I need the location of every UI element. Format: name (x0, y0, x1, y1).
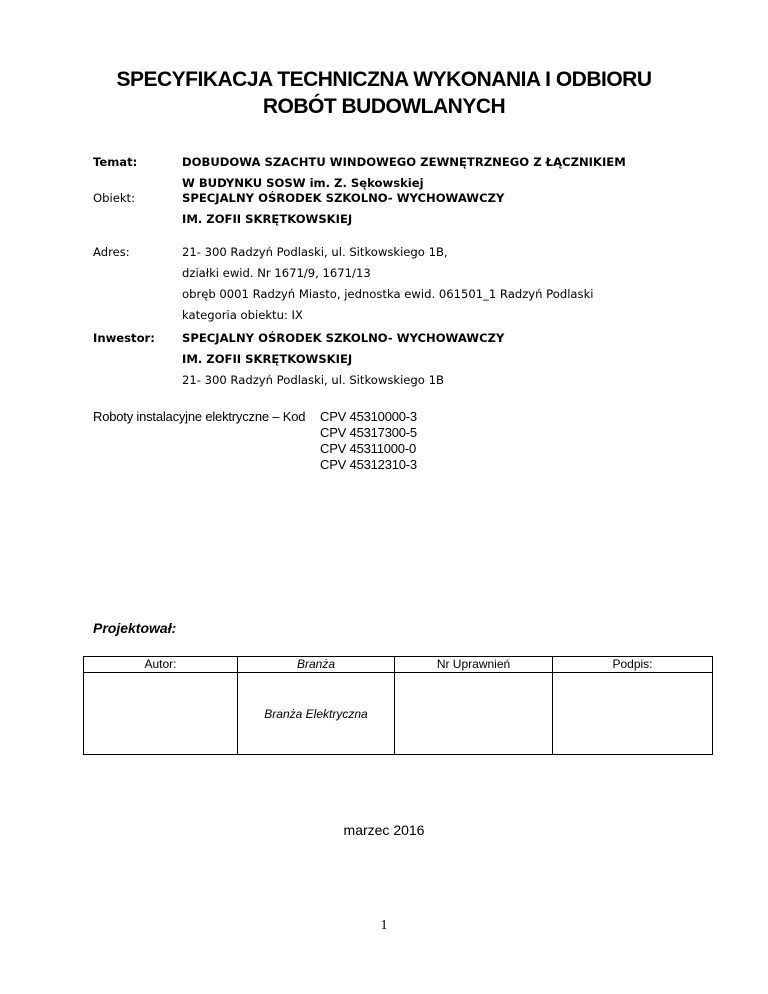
temat-line-1: DOBUDOWA SZACHTU WINDOWEGO ZEWNĘTRZNEGO Z ŁĄCZNIKIEM (182, 155, 626, 169)
signature-table (83, 656, 713, 755)
table-header-row (84, 657, 713, 673)
document-date: marzec 2016 (343, 822, 425, 838)
obiekt-label: Obiekt: (93, 191, 136, 205)
header-branza: Branża (238, 657, 395, 673)
inwestor-value (182, 328, 504, 391)
cell-nr-uprawnien (395, 673, 553, 755)
adres-line-2: działki ewid. Nr 1671/9, 1671/13 (182, 266, 371, 280)
cpv-code-list (320, 409, 417, 473)
title-line-2: ROBÓT BUDOWLANYCH (262, 95, 506, 118)
header-podpis: Podpis: (553, 657, 713, 673)
page-number: 1 (380, 918, 388, 933)
obiekt-value (182, 188, 504, 230)
obiekt-line-2: IM. ZOFII SKRĘTKOWSKIEJ (182, 212, 353, 226)
adres-label: Adres: (93, 245, 130, 259)
cell-autor (84, 673, 238, 755)
cpv-code: CPV 45312310-3 (320, 457, 417, 472)
inwestor-label: Inwestor: (93, 331, 155, 345)
inwestor-line-1: SPECJALNY OŚRODEK SZKOLNO- WYCHOWAWCZY (182, 331, 505, 345)
header-nr-uprawnien: Nr Uprawnień (395, 657, 553, 673)
adres-line-4: kategoria obiektu: IX (182, 308, 303, 322)
adres-line-1: 21- 300 Radzyń Podlaski, ul. Sitkowskiego 1B, (182, 245, 448, 259)
kod-label: Roboty instalacyjne elektryczne – Kod (93, 409, 306, 424)
temat-line-2: W BUDYNKU SOSW im. Z. Sękowskiej (182, 176, 424, 190)
table-row (84, 673, 713, 755)
title-line-1: SPECYFIKACJA TECHNICZNA WYKONANIA I ODBIORU (116, 68, 652, 91)
temat-label: Temat: (93, 155, 138, 169)
inwestor-line-3: 21- 300 Radzyń Podlaski, ul. Sitkowskiego 1B (182, 373, 444, 387)
adres-value (182, 242, 594, 326)
cell-branza: Branża Elektryczna (238, 673, 395, 755)
cpv-code: CPV 45310000-3 (320, 409, 417, 424)
header-autor: Autor: (84, 657, 238, 673)
projektowal-heading: Projektował: (93, 620, 177, 636)
obiekt-line-1: SPECJALNY OŚRODEK SZKOLNO- WYCHOWAWCZY (182, 191, 505, 205)
cell-podpis (553, 673, 713, 755)
cpv-code: CPV 45311000-0 (320, 441, 416, 456)
document-title (0, 66, 768, 120)
adres-line-3: obręb 0001 Radzyń Miasto, jednostka ewid. 061501_1 Radzyń Podlaski (182, 287, 594, 301)
inwestor-line-2: IM. ZOFII SKRĘTKOWSKIEJ (182, 352, 353, 366)
cpv-code: CPV 45317300-5 (320, 425, 417, 440)
